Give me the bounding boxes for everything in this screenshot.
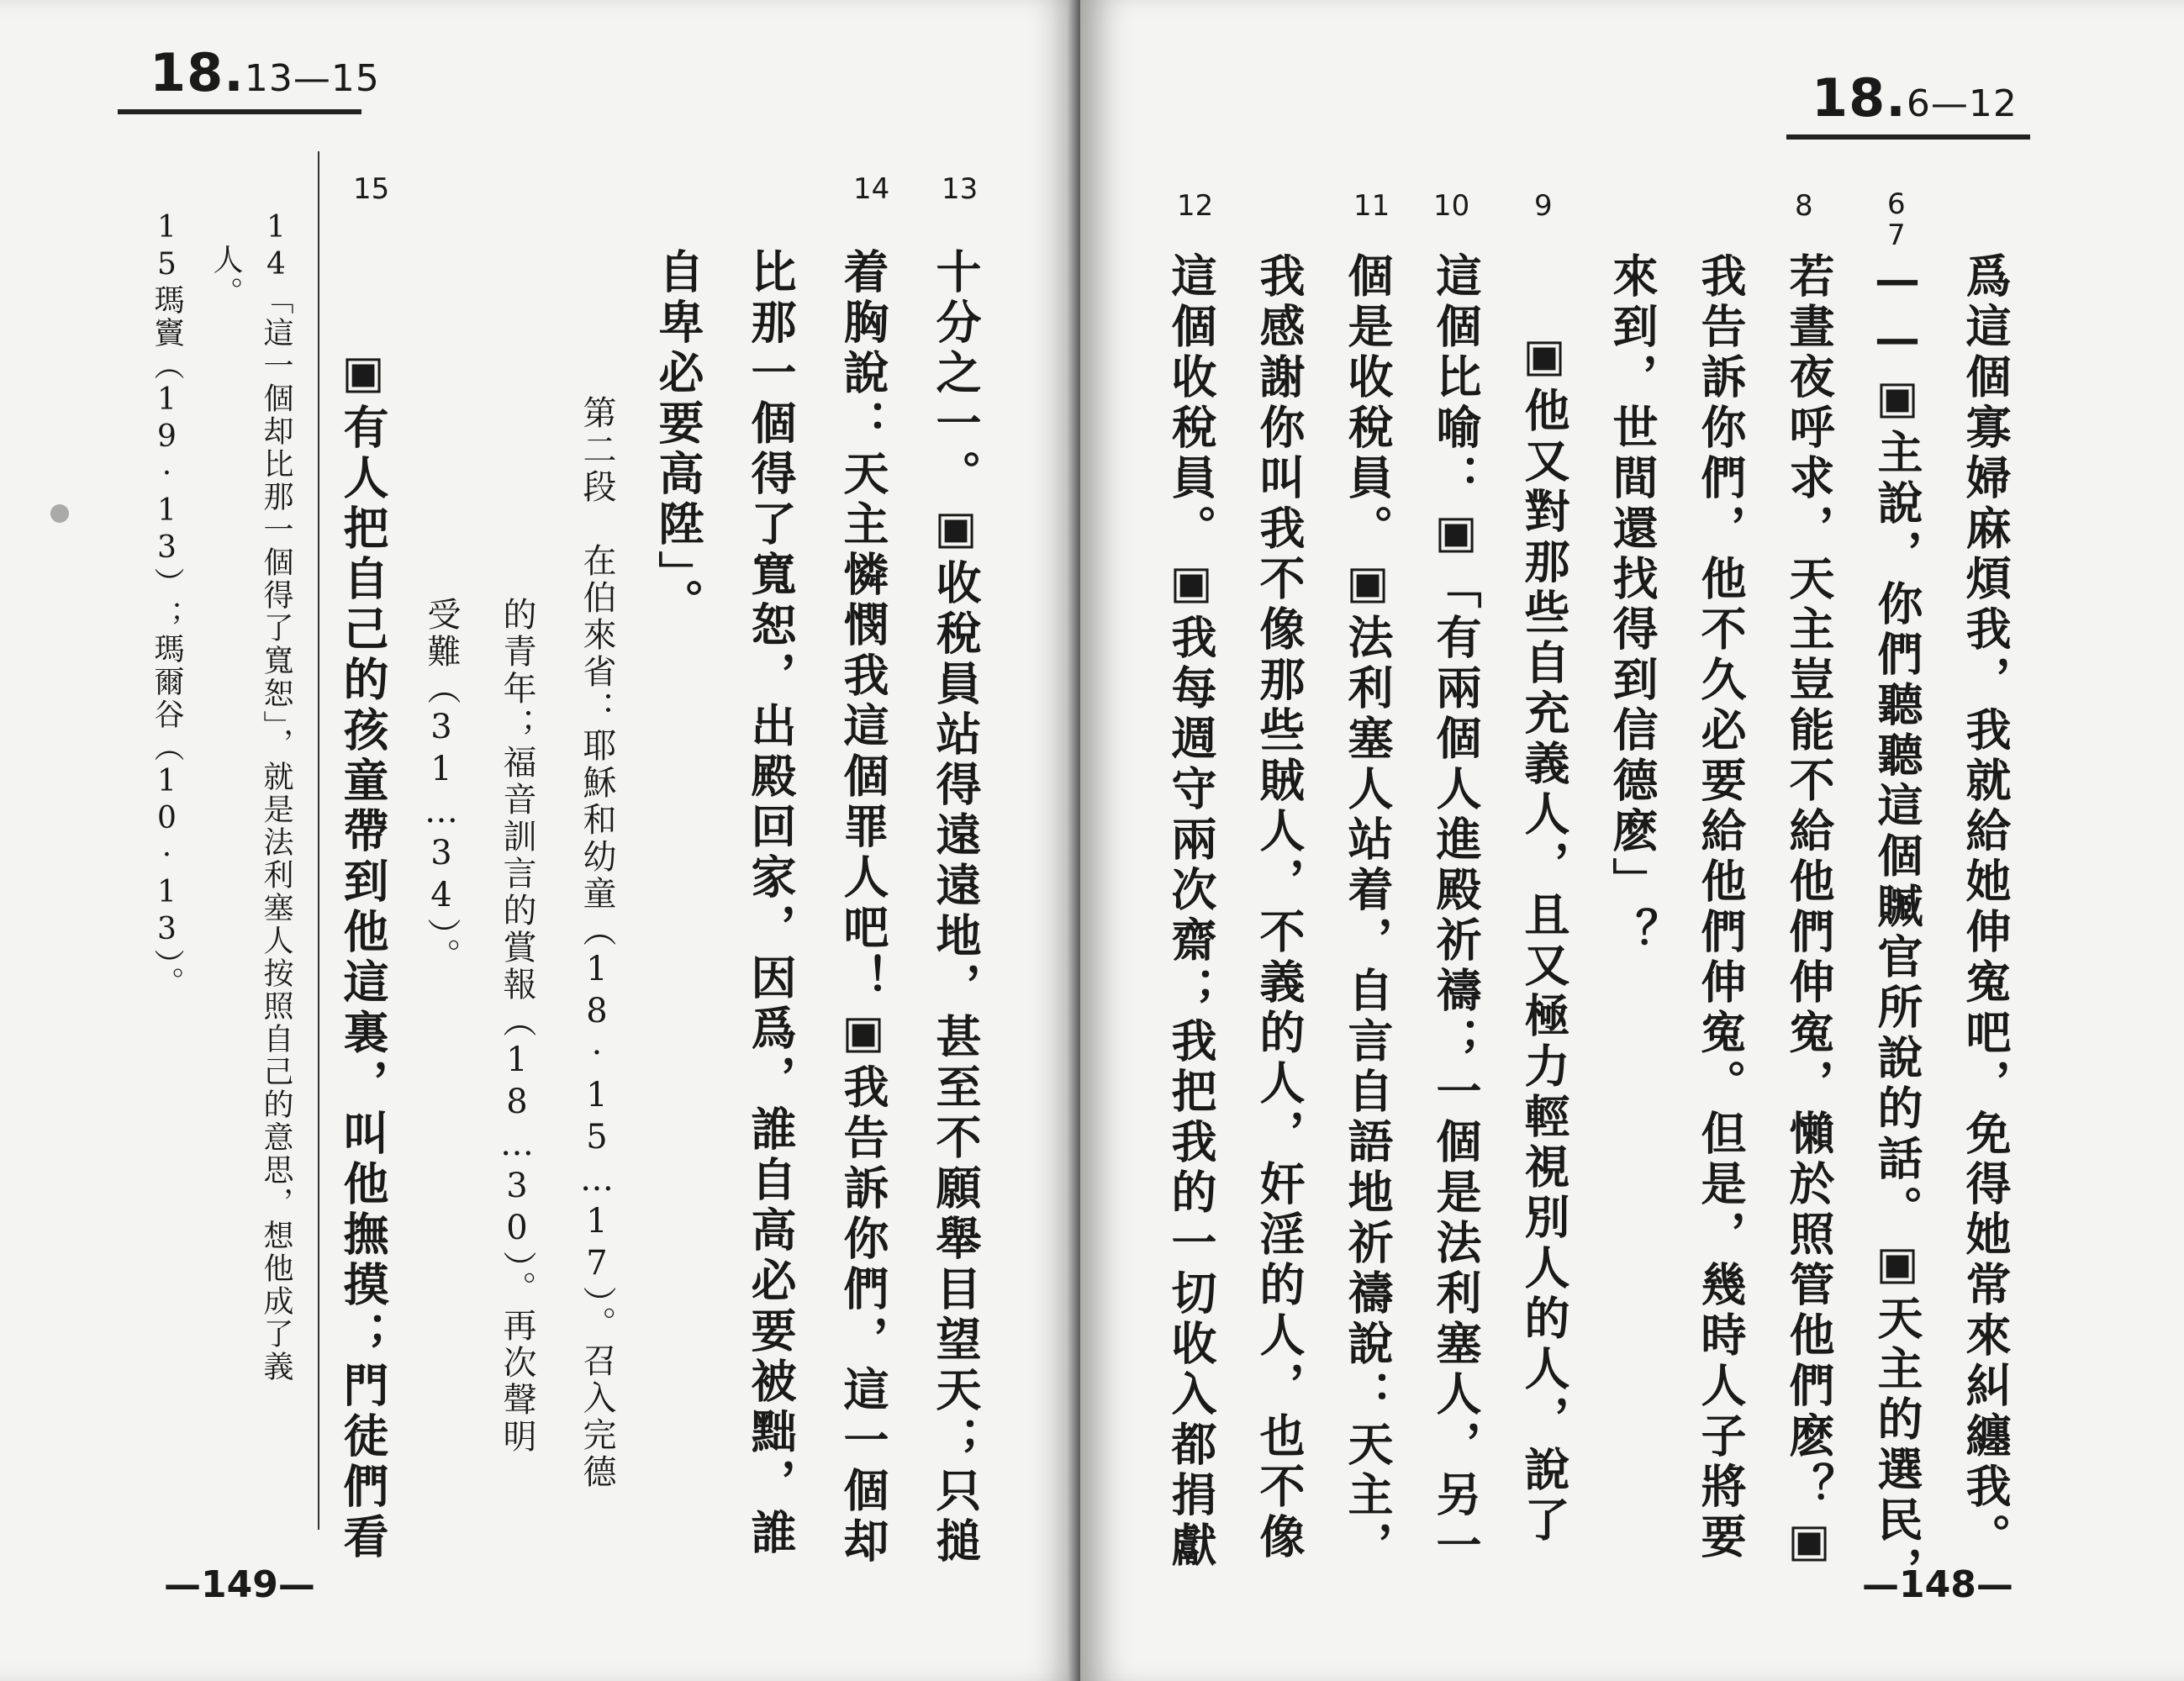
section-heading: 第二段 在伯來省：耶穌和幼童（18·15…17）。召入完德 xyxy=(578,395,616,1491)
text-column: ——▣主說，你們聽聽這個贓官所說的話。▣天主的選民， xyxy=(1870,252,1924,1597)
left-header-rule xyxy=(118,109,361,114)
page-number: —149— xyxy=(164,1563,315,1606)
right-header-rule xyxy=(1786,134,2030,140)
verse-number: 14 xyxy=(853,172,890,206)
footnote: 14「這一個却比那一個得了寬恕」，就是法利塞人按照自己的意思，想他成了義 xyxy=(259,210,293,1383)
right-header-chapter: 18. xyxy=(1812,67,1907,129)
notes-divider xyxy=(318,151,319,1530)
footnote: 人。 xyxy=(208,244,243,309)
verse-number: 11 xyxy=(1353,189,1390,223)
verse-number: 9 xyxy=(1534,189,1553,223)
section-heading: 受難（31…34）。 xyxy=(422,597,461,975)
verse-number: 13 xyxy=(942,172,979,206)
footnote: 15瑪竇（19·13）；瑪爾谷（10·13）。 xyxy=(150,210,184,999)
left-page xyxy=(0,0,1080,1681)
left-header-reference xyxy=(150,42,380,103)
verse-number: 8 xyxy=(1795,189,1813,223)
verse-number: 15 xyxy=(353,172,390,206)
text-column: 我告訴你們，他不久必要給他們伸寃。但是，幾時人子將要 xyxy=(1694,252,1748,1563)
text-column: 自卑必要高陞」。 xyxy=(652,248,705,629)
text-column: 個是收稅員。▣法利塞人站着，自言自語地祈禱說：天主， xyxy=(1341,252,1395,1572)
verse-number: 6 7 xyxy=(1887,187,1906,253)
text-column: 十分之一。▣收稅員站得遠遠地，甚至不願舉目望天；只搥 xyxy=(929,248,983,1568)
right-header-verses: 6—12 xyxy=(1906,82,2018,125)
left-header-verses: 13—15 xyxy=(244,57,380,100)
text-column: 這個收稅員。▣我每週守兩次齋；我把我的一切收入都捐獻 xyxy=(1164,252,1218,1572)
text-column: 着胸說：天主憐憫我這個罪人吧！▣我告訴你們，這一個却 xyxy=(836,248,890,1568)
right-page xyxy=(1080,0,2184,1681)
section-heading: 的青年；福音訓言的賞報（18…30）。再次聲明 xyxy=(498,597,536,1456)
text-column: ▣他又對那些自充義人，且又極力輕視別人的人，說了 xyxy=(1517,328,1571,1547)
text-column: ▣有人把自己的孩童帶到他這裏，叫他撫摸；門徒們看 xyxy=(336,345,390,1563)
right-header-reference xyxy=(1812,67,2018,129)
page-mark xyxy=(50,504,69,523)
left-header-chapter: 18. xyxy=(150,42,245,103)
text-column: 來到，世間還找得到信德麽」？ xyxy=(1606,252,1659,958)
text-column: 若晝夜呼求，天主豈能不給他們伸寃，懶於照管他們麽？▣ xyxy=(1782,252,1836,1572)
text-column: 爲這個寡婦麻煩我，我就給她伸寃吧，免得她常來糾纏我。 xyxy=(1959,252,2013,1563)
text-column: 這個比喻：▣「有兩個人進殿祈禱；一個是法利塞人，另一 xyxy=(1429,252,1483,1572)
verse-number: 10 xyxy=(1433,189,1470,223)
verse-number: 12 xyxy=(1177,189,1214,223)
text-column: 我感謝你叫我不像那些賊人，不義的人，奸淫的人，也不像 xyxy=(1253,252,1306,1563)
text-column: 比那一個得了寬恕，出殿回家，因爲，誰自高必要被黜，誰 xyxy=(744,248,798,1559)
page-number: —148— xyxy=(1862,1563,2013,1606)
